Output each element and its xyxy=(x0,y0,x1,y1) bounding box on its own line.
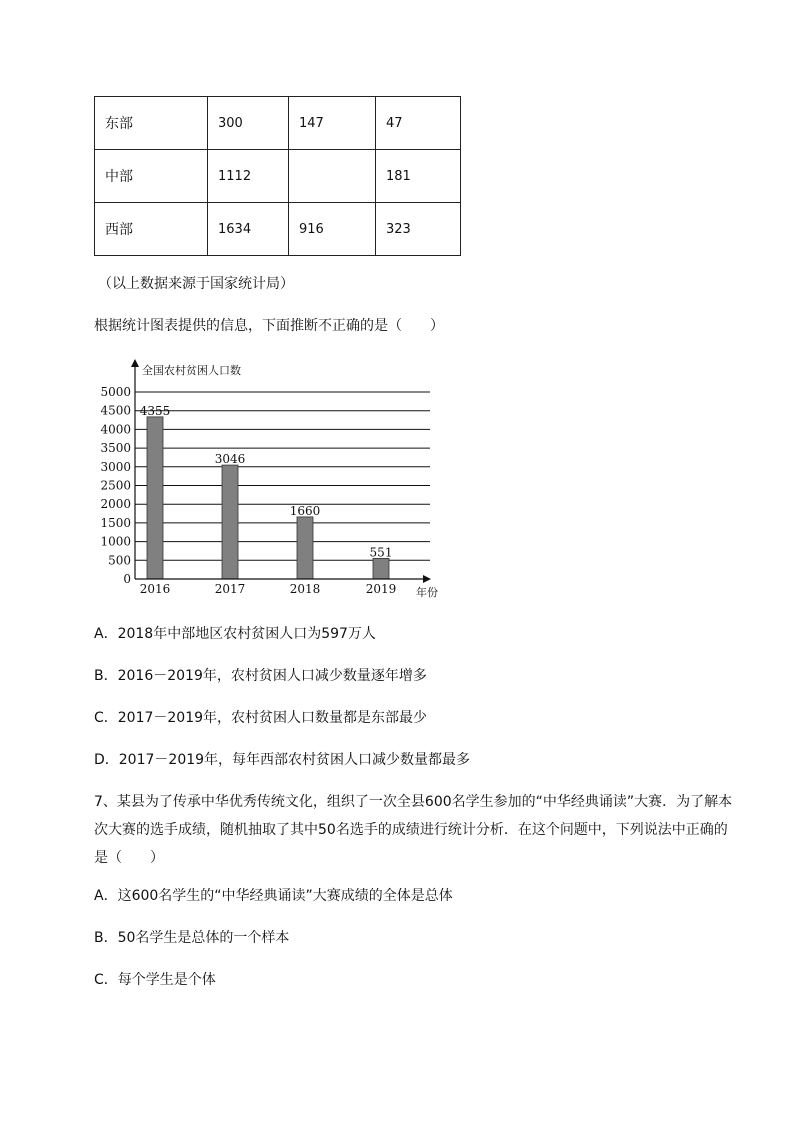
table-row xyxy=(95,203,461,256)
option-d: D．2017－2019年，每年西部农村贫困人口减少数量都最多 xyxy=(94,752,471,768)
x-axis-label: 年份 xyxy=(416,586,438,599)
y-tick-label: 3500 xyxy=(100,441,131,456)
table-row xyxy=(95,150,461,203)
table-cell: 181 xyxy=(376,150,461,203)
gridlines xyxy=(135,392,430,560)
y-tick-label: 500 xyxy=(108,553,131,568)
table-cell: 916 xyxy=(289,203,376,256)
table-cell: 1112 xyxy=(208,150,289,203)
y-tick-label: 3000 xyxy=(100,459,131,474)
table-row xyxy=(95,97,461,150)
table-cell: 300 xyxy=(208,97,289,150)
data-label: 551 xyxy=(369,545,393,560)
table-cell xyxy=(289,150,376,203)
y-axis-arrow-icon xyxy=(131,359,139,367)
bar-chart xyxy=(85,355,455,605)
chart-title: 全国农村贫困人口数 xyxy=(142,364,241,377)
question7-prompt: 7、某县为了传承中华优秀传统文化，组织了一次全县600名学生参加的“中华经典诵读”大赛．为了解本次大赛的选手成绩，随机抽取了其中50名选手的成绩进行统计分析．在这个问题中，下列说法中正确的是（ ） xyxy=(94,794,733,866)
table-cell: 147 xyxy=(289,97,376,150)
x-axis-arrow-icon xyxy=(423,575,431,583)
data-labels xyxy=(140,404,393,560)
table-cell-region: 西部 xyxy=(95,203,208,256)
x-tick-label: 2018 xyxy=(289,582,321,596)
source-note: （以上数据来源于国家统计局） xyxy=(98,276,294,292)
option-c: C．每个学生是个体 xyxy=(94,972,216,988)
y-tick-label: 0 xyxy=(123,572,131,586)
option-b: B．2016－2019年，农村贫困人口减少数量逐年增多 xyxy=(94,668,427,684)
data-label: 4355 xyxy=(139,403,171,418)
option-a: A．这600名学生的“中华经典诵读”大赛成绩的全体是总体 xyxy=(94,888,453,904)
y-tick-label: 1500 xyxy=(100,515,131,530)
y-tick-label: 5000 xyxy=(100,385,131,399)
x-tick-label: 2016 xyxy=(139,582,171,596)
y-tick-label: 4500 xyxy=(100,403,131,418)
option-a: A．2018年中部地区农村贫困人口为597万人 xyxy=(94,626,376,642)
data-label: 1660 xyxy=(289,503,321,518)
table-cell-region: 东部 xyxy=(95,97,208,150)
table-cell: 1634 xyxy=(208,203,289,256)
table-cell: 323 xyxy=(376,203,461,256)
x-tick-labels xyxy=(140,582,397,596)
option-c: C．2017－2019年，农村贫困人口数量都是东部最少 xyxy=(94,710,428,726)
data-label: 3046 xyxy=(214,452,246,467)
x-tick-label: 2017 xyxy=(214,582,246,596)
y-tick-label: 4000 xyxy=(100,422,131,437)
y-tick-label: 2000 xyxy=(100,497,131,512)
y-tick-labels xyxy=(100,385,131,586)
poverty-table xyxy=(94,96,461,256)
bar xyxy=(373,558,389,579)
bar xyxy=(147,417,163,579)
bar xyxy=(222,465,238,579)
y-tick-label: 2500 xyxy=(100,478,131,493)
y-tick-label: 1000 xyxy=(100,534,131,549)
x-tick-label: 2019 xyxy=(365,582,397,596)
question6-prompt: 根据统计图表提供的信息，下面推断不正确的是（ ） xyxy=(94,318,444,334)
bar xyxy=(297,517,313,579)
table-cell-region: 中部 xyxy=(95,150,208,203)
option-b: B．50名学生是总体的一个样本 xyxy=(94,930,290,946)
bars xyxy=(147,417,389,579)
table-cell: 47 xyxy=(376,97,461,150)
